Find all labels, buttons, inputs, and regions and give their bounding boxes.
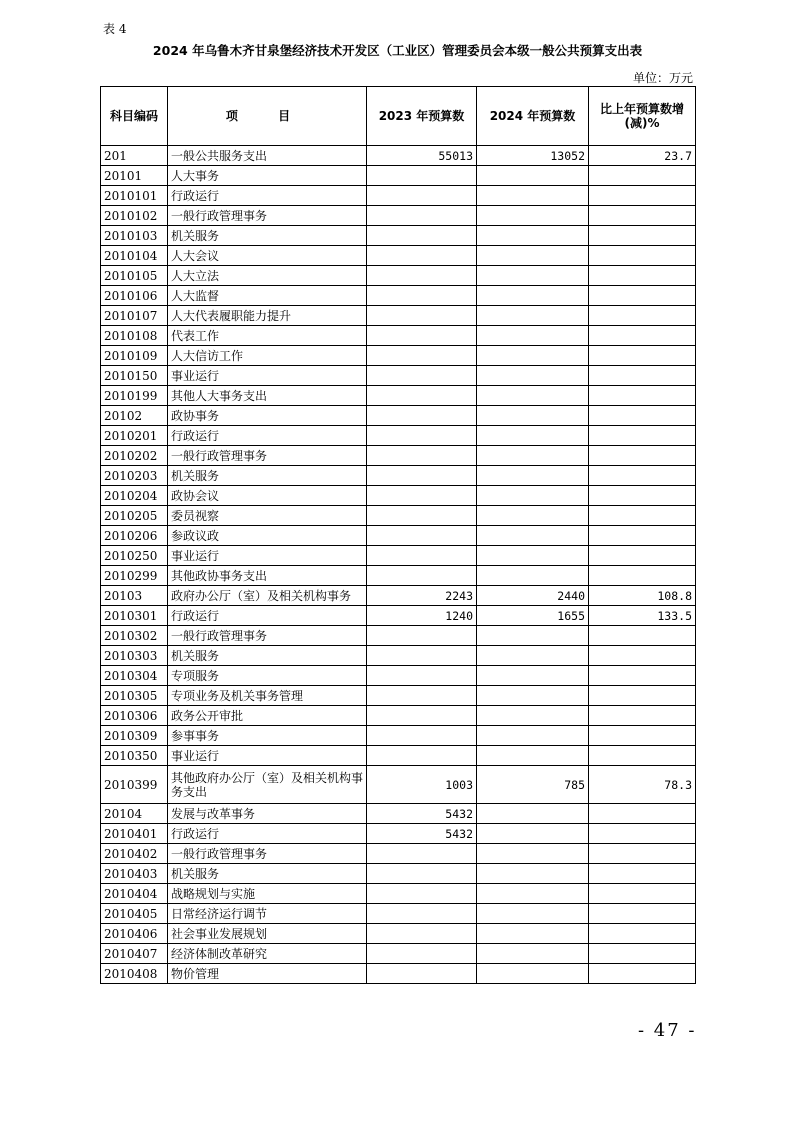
row-code-cell: 2010107 <box>101 306 168 326</box>
row-name-cell: 参政议政 <box>168 526 367 546</box>
row-change-cell <box>589 944 696 964</box>
table-row <box>101 706 696 726</box>
row-2024-cell <box>477 864 589 884</box>
row-2023-cell <box>367 466 477 486</box>
row-change-cell <box>589 666 696 686</box>
row-change-cell <box>589 186 696 206</box>
table-row <box>101 864 696 884</box>
row-change-cell <box>589 206 696 226</box>
row-2023-cell <box>367 864 477 884</box>
row-2023-cell <box>367 526 477 546</box>
row-code-cell: 2010199 <box>101 386 168 406</box>
row-name-cell: 机关服务 <box>168 226 367 246</box>
row-2024-cell <box>477 446 589 466</box>
row-name-cell: 其他政协事务支出 <box>168 566 367 586</box>
row-2023-cell <box>367 506 477 526</box>
page-number: - 47 - <box>638 1020 697 1041</box>
row-code-cell: 2010406 <box>101 924 168 944</box>
row-2023-cell <box>367 486 477 506</box>
table-header-row <box>101 87 696 146</box>
table-row <box>101 904 696 924</box>
row-2024-cell <box>477 944 589 964</box>
table-row <box>101 406 696 426</box>
row-2024-cell <box>477 206 589 226</box>
row-code-cell: 2010250 <box>101 546 168 566</box>
row-name-cell: 行政运行 <box>168 824 367 844</box>
table-row <box>101 526 696 546</box>
row-2023-cell <box>367 844 477 864</box>
row-name-cell: 事业运行 <box>168 366 367 386</box>
row-2023-cell <box>367 366 477 386</box>
row-2023-cell <box>367 426 477 446</box>
row-change-cell <box>589 386 696 406</box>
row-2023-cell <box>367 686 477 706</box>
row-change-cell <box>589 546 696 566</box>
row-2024-cell <box>477 804 589 824</box>
row-code-cell: 2010299 <box>101 566 168 586</box>
row-name-cell: 人大信访工作 <box>168 346 367 366</box>
row-name-cell: 一般行政管理事务 <box>168 844 367 864</box>
row-2024-cell <box>477 386 589 406</box>
table-row <box>101 326 696 346</box>
header-code: 科目编码 <box>101 87 168 146</box>
row-change-cell <box>589 486 696 506</box>
budget-table <box>100 86 696 984</box>
row-2024-cell <box>477 686 589 706</box>
row-code-cell: 2010303 <box>101 646 168 666</box>
row-2024-cell <box>477 246 589 266</box>
row-code-cell: 2010309 <box>101 726 168 746</box>
row-name-cell: 日常经济运行调节 <box>168 904 367 924</box>
table-row <box>101 186 696 206</box>
row-change-cell: 108.8 <box>589 586 696 606</box>
row-2024-cell <box>477 964 589 984</box>
row-2024-cell <box>477 884 589 904</box>
row-2024-cell <box>477 824 589 844</box>
row-code-cell: 2010304 <box>101 666 168 686</box>
row-code-cell: 2010206 <box>101 526 168 546</box>
row-code-cell: 2010104 <box>101 246 168 266</box>
row-2023-cell: 1003 <box>367 766 477 804</box>
table-row <box>101 824 696 844</box>
row-name-cell: 专项服务 <box>168 666 367 686</box>
row-change-cell: 78.3 <box>589 766 696 804</box>
row-2023-cell <box>367 884 477 904</box>
row-code-cell: 20104 <box>101 804 168 824</box>
row-2024-cell <box>477 326 589 346</box>
row-name-cell: 行政运行 <box>168 186 367 206</box>
row-code-cell: 201 <box>101 146 168 166</box>
row-name-cell: 物价管理 <box>168 964 367 984</box>
row-2024-cell <box>477 924 589 944</box>
row-change-cell <box>589 346 696 366</box>
row-2024-cell: 1655 <box>477 606 589 626</box>
row-change-cell <box>589 426 696 446</box>
table-row <box>101 346 696 366</box>
row-2023-cell <box>367 904 477 924</box>
row-name-cell: 战略规划与实施 <box>168 884 367 904</box>
row-code-cell: 2010201 <box>101 426 168 446</box>
row-change-cell <box>589 226 696 246</box>
table-row <box>101 446 696 466</box>
row-2023-cell <box>367 386 477 406</box>
row-name-cell: 其他政府办公厅（室）及相关机构事务支出 <box>168 766 367 804</box>
row-name-cell: 委员视察 <box>168 506 367 526</box>
row-name-cell: 参事事务 <box>168 726 367 746</box>
table-row <box>101 266 696 286</box>
row-code-cell: 2010150 <box>101 366 168 386</box>
row-2024-cell <box>477 726 589 746</box>
row-change-cell <box>589 366 696 386</box>
row-change-cell <box>589 804 696 824</box>
row-2023-cell <box>367 186 477 206</box>
row-code-cell: 2010408 <box>101 964 168 984</box>
row-code-cell: 20102 <box>101 406 168 426</box>
row-change-cell <box>589 246 696 266</box>
row-2024-cell <box>477 466 589 486</box>
row-code-cell: 2010102 <box>101 206 168 226</box>
row-code-cell: 20101 <box>101 166 168 186</box>
row-2023-cell <box>367 666 477 686</box>
row-name-cell: 机关服务 <box>168 466 367 486</box>
row-2023-cell <box>367 566 477 586</box>
row-change-cell <box>589 406 696 426</box>
row-2024-cell: 13052 <box>477 146 589 166</box>
row-2024-cell <box>477 486 589 506</box>
row-code-cell: 2010101 <box>101 186 168 206</box>
row-2024-cell: 785 <box>477 766 589 804</box>
row-2024-cell <box>477 706 589 726</box>
row-2024-cell <box>477 366 589 386</box>
row-2024-cell <box>477 904 589 924</box>
row-2023-cell: 55013 <box>367 146 477 166</box>
table-row <box>101 226 696 246</box>
row-2023-cell: 1240 <box>367 606 477 626</box>
row-change-cell <box>589 904 696 924</box>
table-row <box>101 804 696 824</box>
row-2024-cell <box>477 286 589 306</box>
row-2023-cell <box>367 326 477 346</box>
row-2023-cell <box>367 944 477 964</box>
table-row <box>101 486 696 506</box>
row-change-cell <box>589 506 696 526</box>
table-row <box>101 964 696 984</box>
table-row <box>101 246 696 266</box>
table-row <box>101 626 696 646</box>
row-name-cell: 一般行政管理事务 <box>168 626 367 646</box>
table-row <box>101 146 696 166</box>
table-row <box>101 166 696 186</box>
row-code-cell: 2010301 <box>101 606 168 626</box>
row-2024-cell: 2440 <box>477 586 589 606</box>
row-2023-cell <box>367 706 477 726</box>
row-name-cell: 代表工作 <box>168 326 367 346</box>
table-row <box>101 924 696 944</box>
table-row <box>101 766 696 804</box>
row-change-cell <box>589 844 696 864</box>
row-2023-cell: 5432 <box>367 824 477 844</box>
row-name-cell: 人大会议 <box>168 246 367 266</box>
row-code-cell: 2010203 <box>101 466 168 486</box>
row-2023-cell <box>367 226 477 246</box>
row-2024-cell <box>477 666 589 686</box>
table-row <box>101 844 696 864</box>
row-name-cell: 事业运行 <box>168 546 367 566</box>
row-code-cell: 2010305 <box>101 686 168 706</box>
row-2023-cell <box>367 286 477 306</box>
row-name-cell: 一般公共服务支出 <box>168 146 367 166</box>
row-name-cell: 其他人大事务支出 <box>168 386 367 406</box>
row-change-cell <box>589 266 696 286</box>
row-code-cell: 2010399 <box>101 766 168 804</box>
row-code-cell: 2010306 <box>101 706 168 726</box>
row-2024-cell <box>477 406 589 426</box>
row-change-cell <box>589 824 696 844</box>
table-row <box>101 746 696 766</box>
row-name-cell: 一般行政管理事务 <box>168 206 367 226</box>
row-change-cell <box>589 526 696 546</box>
table-row <box>101 366 696 386</box>
row-2023-cell <box>367 626 477 646</box>
row-name-cell: 人大立法 <box>168 266 367 286</box>
row-2023-cell: 5432 <box>367 804 477 824</box>
row-code-cell: 20103 <box>101 586 168 606</box>
row-2023-cell <box>367 924 477 944</box>
row-code-cell: 2010106 <box>101 286 168 306</box>
row-change-cell <box>589 306 696 326</box>
table-row <box>101 466 696 486</box>
row-change-cell <box>589 884 696 904</box>
table-row <box>101 586 696 606</box>
table-row <box>101 206 696 226</box>
row-2024-cell <box>477 166 589 186</box>
row-code-cell: 2010302 <box>101 626 168 646</box>
row-2023-cell <box>367 446 477 466</box>
row-code-cell: 2010405 <box>101 904 168 924</box>
row-code-cell: 2010109 <box>101 346 168 366</box>
row-2024-cell <box>477 526 589 546</box>
unit-label: 单位：万元 <box>632 71 693 85</box>
row-2023-cell <box>367 246 477 266</box>
row-2024-cell <box>477 266 589 286</box>
row-2023-cell <box>367 726 477 746</box>
table-row <box>101 884 696 904</box>
row-name-cell: 社会事业发展规划 <box>168 924 367 944</box>
row-change-cell <box>589 466 696 486</box>
row-name-cell: 行政运行 <box>168 426 367 446</box>
table-row <box>101 646 696 666</box>
row-name-cell: 一般行政管理事务 <box>168 446 367 466</box>
row-name-cell: 发展与改革事务 <box>168 804 367 824</box>
row-name-cell: 行政运行 <box>168 606 367 626</box>
row-name-cell: 机关服务 <box>168 864 367 884</box>
row-name-cell: 政府办公厅（室）及相关机构事务 <box>168 586 367 606</box>
row-change-cell <box>589 286 696 306</box>
row-change-cell <box>589 726 696 746</box>
table-row <box>101 546 696 566</box>
row-code-cell: 2010108 <box>101 326 168 346</box>
row-code-cell: 2010402 <box>101 844 168 864</box>
row-code-cell: 2010204 <box>101 486 168 506</box>
row-2023-cell <box>367 406 477 426</box>
row-2023-cell <box>367 346 477 366</box>
row-change-cell <box>589 706 696 726</box>
row-code-cell: 2010403 <box>101 864 168 884</box>
table-row <box>101 566 696 586</box>
row-2024-cell <box>477 626 589 646</box>
row-name-cell: 人大事务 <box>168 166 367 186</box>
row-code-cell: 2010105 <box>101 266 168 286</box>
table-body <box>101 146 696 984</box>
table-row <box>101 426 696 446</box>
row-change-cell <box>589 964 696 984</box>
row-name-cell: 专项业务及机关事务管理 <box>168 686 367 706</box>
table-row <box>101 606 696 626</box>
table-row <box>101 686 696 706</box>
document-title: 2024 年乌鲁木齐甘泉堡经济技术开发区（工业区）管理委员会本级一般公共预算支出表 <box>152 43 643 58</box>
header-2024: 2024 年预算数 <box>477 87 589 146</box>
row-change-cell <box>589 566 696 586</box>
header-item: 项 目 <box>168 87 367 146</box>
row-2023-cell <box>367 266 477 286</box>
row-name-cell: 人大代表履职能力提升 <box>168 306 367 326</box>
row-change-cell <box>589 626 696 646</box>
table-row <box>101 944 696 964</box>
row-change-cell <box>589 864 696 884</box>
row-code-cell: 2010205 <box>101 506 168 526</box>
table-row <box>101 386 696 406</box>
table-row <box>101 286 696 306</box>
row-name-cell: 政协事务 <box>168 406 367 426</box>
row-name-cell: 机关服务 <box>168 646 367 666</box>
row-change-cell <box>589 166 696 186</box>
row-2023-cell <box>367 964 477 984</box>
table-row <box>101 306 696 326</box>
row-2024-cell <box>477 506 589 526</box>
table-row <box>101 506 696 526</box>
row-code-cell: 2010202 <box>101 446 168 466</box>
row-2024-cell <box>477 426 589 446</box>
table-label: 表 4 <box>103 22 127 36</box>
row-change-cell <box>589 446 696 466</box>
row-code-cell: 2010401 <box>101 824 168 844</box>
row-code-cell: 2010407 <box>101 944 168 964</box>
row-name-cell: 经济体制改革研究 <box>168 944 367 964</box>
row-name-cell: 政协会议 <box>168 486 367 506</box>
row-2024-cell <box>477 186 589 206</box>
row-name-cell: 人大监督 <box>168 286 367 306</box>
row-code-cell: 2010350 <box>101 746 168 766</box>
row-2023-cell: 2243 <box>367 586 477 606</box>
table-row <box>101 666 696 686</box>
row-name-cell: 事业运行 <box>168 746 367 766</box>
row-2024-cell <box>477 646 589 666</box>
row-2023-cell <box>367 306 477 326</box>
row-code-cell: 2010103 <box>101 226 168 246</box>
row-change-cell: 23.7 <box>589 146 696 166</box>
row-change-cell <box>589 686 696 706</box>
row-code-cell: 2010404 <box>101 884 168 904</box>
row-2023-cell <box>367 546 477 566</box>
header-change: 比上年预算数增(减)% <box>589 87 696 146</box>
row-change-cell <box>589 746 696 766</box>
row-change-cell: 133.5 <box>589 606 696 626</box>
row-2024-cell <box>477 546 589 566</box>
row-2023-cell <box>367 746 477 766</box>
table-row <box>101 726 696 746</box>
row-2023-cell <box>367 166 477 186</box>
row-2023-cell <box>367 206 477 226</box>
row-2024-cell <box>477 346 589 366</box>
row-change-cell <box>589 326 696 346</box>
row-2024-cell <box>477 226 589 246</box>
row-change-cell <box>589 924 696 944</box>
row-2023-cell <box>367 646 477 666</box>
row-2024-cell <box>477 844 589 864</box>
row-change-cell <box>589 646 696 666</box>
row-2024-cell <box>477 746 589 766</box>
row-2024-cell <box>477 306 589 326</box>
header-2023: 2023 年预算数 <box>367 87 477 146</box>
row-2024-cell <box>477 566 589 586</box>
row-name-cell: 政务公开审批 <box>168 706 367 726</box>
